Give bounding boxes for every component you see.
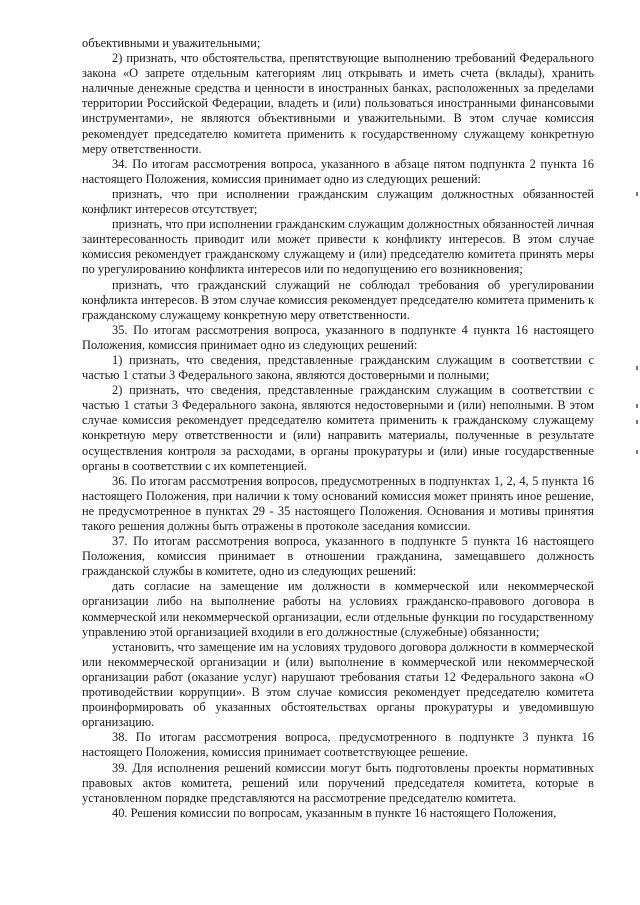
- paragraph-37: 37. По итогам рассмотрения вопроса, указанного в подпункте 5 пункта 16 настоящего Положения, комиссия принимает в отношении гражданина, замещавшего должность гражданской службы в комитете, одно из следующих решений:: [82, 534, 594, 579]
- scan-edge-mark: [636, 450, 638, 454]
- paragraph-34: 34. По итогам рассмотрения вопроса, указанного в абзаце пятом подпункта 2 пункта 16 настоящего Положения, комиссия принимает одно из следующих решений:: [82, 156, 594, 186]
- paragraph-34-decision-2: признать, что при исполнении гражданским служащим должностных обязанностей личная заинтересованность приводит или может привести к конфликту интересов. В этом случае комиссия рекомендует гражданскому служащему и (или) председателю комитета принять меры по урегулированию конфликта интересов или по недопущению его возникновения;: [82, 217, 594, 277]
- paragraph-continuation: объективными и уважительными;: [82, 36, 261, 50]
- paragraph-39: 39. Для исполнения решений комиссии могут быть подготовлены проекты нормативных правовых актов комитета, решений или поручений председателя комитета, которые в установленном порядке представляются на рассмотрение председателю комитета.: [82, 760, 594, 805]
- paragraph-35: 35. По итогам рассмотрения вопроса, указанного в подпункте 4 пункта 16 настоящего Положения, комиссия принимает одно из следующих решений:: [82, 322, 594, 352]
- paragraph-36: 36. По итогам рассмотрения вопросов, предусмотренных в подпунктах 1, 2, 4, 5 пункта 16 настоящего Положения, при наличии к тому оснований комиссия может принять иное решение, не предусмотренное в пунктах 29 - 35 настоящего Положения. Основания и мотивы принятия такого решения должны быть отражены в протоколе заседания комиссии.: [82, 473, 594, 533]
- paragraph-35-2: 2) признать, что сведения, представленные гражданским служащим в соответствии с частью 1 статьи 3 Федерального закона, являются недостоверными и (или) неполными. В этом случае комиссия рекомендует председателю комитета применить к гражданскому служащему конкретную меру ответственности и (или) направить материалы, полученные в результате осуществления контроля за расходами, в органы прокуратуры и (или) иные государственные органы в соответствии с их компетенцией.: [82, 383, 594, 473]
- paragraph-38: 38. По итогам рассмотрения вопроса, предусмотренного в подпункте 3 пункта 16 настоящего Положения, комиссия принимает соответствующее решение.: [82, 730, 594, 760]
- paragraph-34-decision-3: признать, что гражданский служащий не соблюдал требования об урегулировании конфликта интересов. В этом случае комиссия рекомендует председателю комитета применить к гражданскому служащему конкретную меру ответственности.: [82, 277, 594, 322]
- scan-edge-mark: [636, 192, 638, 196]
- paragraph-33-2: 2) признать, что обстоятельства, препятствующие выполнению требований Федерального закона «О запрете отдельным категориям лиц открывать и иметь счета (вклады), хранить наличные денежные средства и ценности в иностранных банках, расположенных за пределами территории Российской Федерации, владеть и (или) пользоваться иностранными финансовыми инструментами», не являются объективными и уважительными. В этом случае комиссия рекомендует председателю комитета применить к государственному служащему конкретную меру ответственности.: [82, 51, 594, 156]
- scan-edge-mark: [636, 366, 638, 370]
- paragraph-37-decision-1: дать согласие на замещение им должности в коммерческой или некоммерческой организации либо на выполнение работы на условиях гражданско-правового договора в коммерческой или некоммерческой организации, если отдельные функции по государственному управлению этой организацией входили в его должностные (служебные) обязанности;: [82, 579, 594, 639]
- paragraph-34-decision-1: признать, что при исполнении гражданским служащим должностных обязанностей конфликт интересов отсутствует;: [82, 186, 594, 217]
- paragraph-37-decision-2: установить, что замещение им на условиях трудового договора должности в коммерческой или некоммерческой организации и (или) выполнение в коммерческой или некоммерческой организации работ (оказание услуг) нарушают требования статьи 12 Федерального закона «О противодействии коррупции». В этом случае комиссия рекомендует председателю комитета проинформировать об указанных обстоятельствах органы прокуратуры и уведомившую организацию.: [82, 639, 594, 730]
- scan-edge-mark: [636, 420, 638, 424]
- scan-edge-mark: [636, 404, 638, 408]
- paragraph-40: 40. Решения комиссии по вопросам, указанным в пункте 16 настоящего Положения,: [112, 805, 557, 820]
- paragraph-35-1: 1) признать, что сведения, представленные гражданским служащим в соответствии с частью 1 статьи 3 Федерального закона, являются достоверными и полными;: [82, 352, 594, 383]
